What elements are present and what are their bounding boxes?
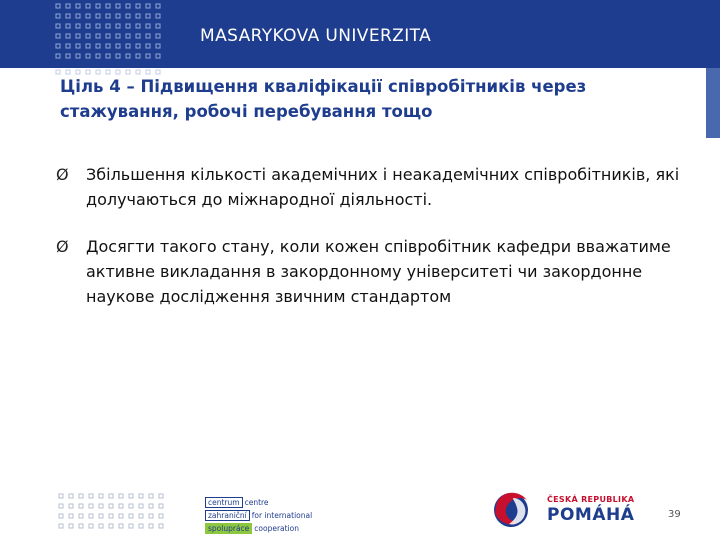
arrow-bullet-icon: Ø [56, 165, 69, 184]
slide-title: Ціль 4 – Підвищення кваліфікації співробітників через стажування, робочі перебування тощо [60, 77, 587, 121]
arrow-bullet-icon: Ø [56, 237, 69, 256]
czs-logo-row [205, 522, 312, 534]
page-number: 39 [668, 509, 681, 520]
czs-logo [205, 496, 312, 535]
czs-tag: centrum [205, 497, 243, 508]
czech-republic-aid-logo-icon [489, 488, 539, 540]
bullet-text: Збільшення кількості академічних і неакадемічних співробітників, які долучаються до міжнародної діяльності. [86, 165, 680, 209]
university-logo: MASARYKOVA UNIVERZITA [200, 26, 432, 46]
bullet-text: Досягти такого стану, коли кожен співробітник кафедри вважатиме активне викладання в закордонному університеті чи закордонне наукове дослідження звичним стандартом [86, 237, 671, 306]
cr-logo-line2: POMÁHÁ [547, 505, 635, 525]
bullet-list [56, 162, 696, 331]
footer-dot-pattern [57, 492, 177, 540]
bullet-item [56, 162, 696, 212]
czs-text: cooperation [254, 523, 300, 533]
czs-logo-row [205, 509, 312, 521]
czs-text: centre [244, 497, 269, 507]
czs-tag: zahraniční [205, 510, 250, 521]
dot-pattern [54, 2, 174, 66]
czs-logo-row [205, 496, 312, 508]
czs-text: for international [251, 510, 313, 520]
accent-band [706, 68, 720, 138]
cr-logo-line1: ČESKÁ REPUBLIKA [547, 495, 635, 504]
header-banner [0, 0, 720, 68]
bullet-item [56, 234, 696, 309]
czs-tag: spolupráce [205, 523, 252, 534]
